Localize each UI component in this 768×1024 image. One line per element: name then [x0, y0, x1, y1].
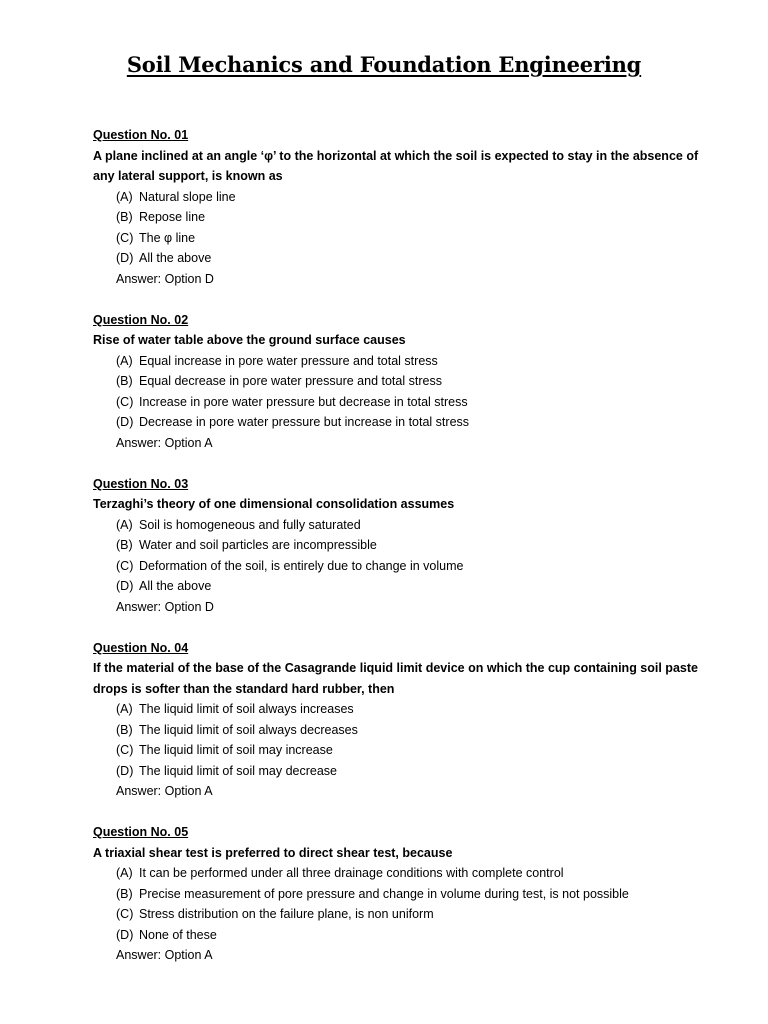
option-item	[93, 699, 713, 720]
option-item	[93, 392, 713, 413]
option-text: All the above	[139, 251, 212, 265]
option-label: (A)	[116, 517, 133, 532]
option-text: Natural slope line	[139, 189, 236, 204]
option-item	[93, 740, 713, 761]
option-label: (B)	[116, 210, 133, 224]
option-item	[93, 187, 713, 208]
option-item	[93, 351, 713, 372]
option-label: (B)	[116, 886, 133, 901]
option-text: The liquid limit of soil always decreases	[139, 722, 358, 737]
question-block	[93, 310, 713, 454]
option-item	[93, 761, 713, 782]
option-text: All the above	[139, 579, 212, 593]
question-block	[93, 125, 713, 289]
option-text: Equal decrease in pore water pressure and total stress	[139, 374, 442, 388]
option-label: (A)	[116, 189, 133, 204]
option-label: (A)	[116, 353, 133, 368]
page-title: Soil Mechanics and Foundation Engineering	[126, 52, 642, 77]
option-text: Decrease in pore water pressure but increase in total stress	[139, 415, 470, 429]
option-label: (D)	[116, 579, 134, 593]
options-list	[93, 351, 713, 433]
option-text: Repose line	[139, 210, 206, 224]
option-label: (C)	[116, 394, 134, 409]
option-text: The liquid limit of soil always increases	[139, 702, 354, 716]
options-list	[93, 515, 713, 597]
option-item	[93, 535, 713, 556]
option-item	[93, 925, 713, 946]
option-text: Deformation of the soil, is entirely due to change in volume	[139, 558, 464, 573]
option-item	[93, 863, 713, 884]
option-text: Increase in pore water pressure but decrease in total stress	[139, 394, 468, 409]
option-item	[93, 576, 713, 597]
option-label: (D)	[116, 927, 134, 942]
option-text: Water and soil particles are incompressible	[139, 538, 377, 552]
question-list	[93, 125, 713, 986]
question-block	[93, 474, 713, 618]
options-list	[93, 699, 713, 781]
option-item	[93, 884, 713, 905]
option-label: (C)	[116, 907, 134, 921]
option-item	[93, 248, 713, 269]
option-label: (B)	[116, 722, 133, 737]
question-number: Question No. 02	[93, 312, 189, 327]
option-text: Equal increase in pore water pressure and total stress	[139, 353, 438, 368]
question-text: Terzaghi’s theory of one dimensional consolidation assumes	[93, 497, 455, 511]
question-text: If the material of the base of the Casagrande liquid limit device on which the cup containing soil paste drops is softer than the standard hard rubber, then	[93, 661, 698, 696]
answer-text: Answer: Option D	[116, 271, 214, 286]
option-label: (B)	[116, 538, 133, 552]
option-item	[93, 228, 713, 249]
option-text: Soil is homogeneous and fully saturated	[139, 517, 361, 532]
option-label: (C)	[116, 230, 134, 245]
answer-text: Answer: Option A	[116, 435, 213, 450]
option-label: (C)	[116, 743, 134, 757]
answer-text: Answer: Option A	[116, 948, 213, 962]
question-text: A triaxial shear test is preferred to direct shear test, because	[93, 845, 453, 860]
option-item	[93, 556, 713, 577]
option-item	[93, 720, 713, 741]
options-list	[93, 187, 713, 269]
option-label: (D)	[116, 251, 134, 265]
options-list	[93, 863, 713, 945]
question-number: Question No. 03	[93, 476, 189, 491]
option-text: None of these	[139, 927, 217, 942]
option-text: Precise measurement of pore pressure and change in volume during test, is not possible	[139, 886, 629, 901]
option-item	[93, 207, 713, 228]
option-item	[93, 371, 713, 392]
option-label: (A)	[116, 866, 133, 880]
question-number: Question No. 01	[93, 128, 189, 142]
question-block	[93, 638, 713, 802]
option-label: (D)	[116, 763, 134, 778]
question-number: Question No. 04	[93, 640, 189, 655]
option-text: The φ line	[139, 230, 196, 245]
question-text: A plane inclined at an angle ‘φ’ to the horizontal at which the soil is expected to stay in the absence of any lateral support, is known as	[93, 148, 699, 183]
option-label: (C)	[116, 558, 134, 573]
option-text: The liquid limit of soil may decrease	[139, 763, 337, 778]
option-label: (A)	[116, 702, 133, 716]
question-number: Question No. 05	[93, 825, 189, 839]
answer-text: Answer: Option A	[116, 784, 213, 798]
option-item	[93, 904, 713, 925]
option-text: Stress distribution on the failure plane, is non uniform	[139, 907, 434, 921]
option-text: It can be performed under all three drainage conditions with complete control	[139, 866, 564, 880]
option-label: (D)	[116, 415, 134, 429]
question-block	[93, 822, 713, 966]
option-text: The liquid limit of soil may increase	[139, 743, 333, 757]
question-text: Rise of water table above the ground surface causes	[93, 333, 406, 347]
option-item	[93, 412, 713, 433]
option-label: (B)	[116, 374, 133, 388]
answer-text: Answer: Option D	[116, 599, 214, 614]
option-item	[93, 515, 713, 536]
